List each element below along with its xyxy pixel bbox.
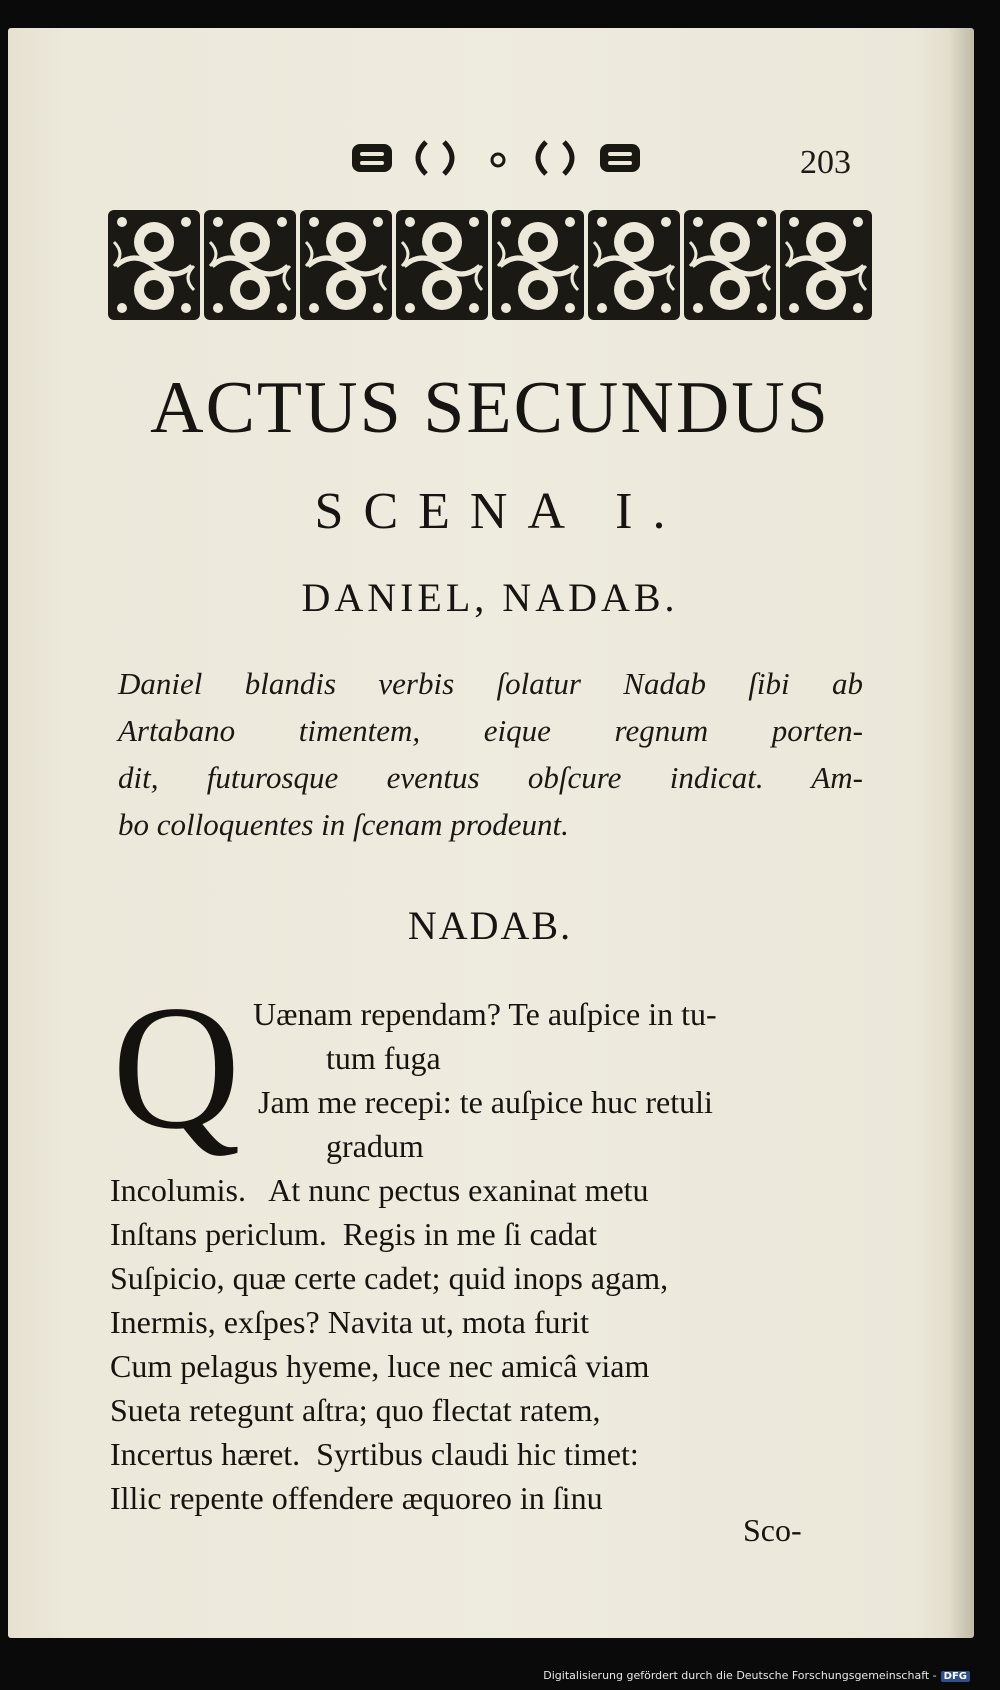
scene-title: SCENA I. (314, 483, 686, 540)
verse-line: tum fuga (326, 1040, 441, 1076)
verse-text (8, 28, 974, 1638)
dramatis-personae: DANIEL, NADAB. (301, 575, 679, 620)
act-title: ACTUS SECUNDUS (150, 367, 830, 449)
verse-line: Uænam rependam? Te auſpice in tu- (253, 996, 717, 1032)
verse-line: Illic repente offendere æquoreo in ſinu (110, 1480, 603, 1516)
verse-line: Jam me recepi: te auſpice huc retuli (258, 1084, 713, 1120)
verse-line: Cum pelagus hyeme, luce nec amicâ viam (110, 1348, 650, 1384)
verse-line: Sueta retegunt aſtra; quo flectat ratem, (110, 1392, 601, 1428)
verse-line: Inſtans periclum. Regis in me ſi cadat (110, 1216, 597, 1252)
verse-line: gradum (326, 1128, 424, 1164)
argument-line: dit, futurosque eventus obſcure indicat. Am- (118, 760, 863, 795)
verse-line: Suſpicio, quæ certe cadet; quid inops agam, (110, 1260, 669, 1296)
speaker-name: NADAB. (407, 903, 573, 948)
argument-line: Artabano timentem, eique regnum porten- (118, 713, 863, 748)
verse-line: Inermis, exſpes? Navita ut, mota furit (110, 1304, 589, 1340)
verse-line: Incolumis. At nunc pectus exaninat metu (110, 1172, 649, 1208)
digitization-credit (543, 1669, 970, 1682)
dfg-logo-badge: DFG (941, 1671, 970, 1682)
catchword: Sco- (743, 1512, 802, 1548)
verse-line: Incertus hæret. Syrtibus claudi hic timet: (110, 1436, 639, 1472)
argument-line: bo colloquentes in ſcenam prodeunt. (118, 807, 569, 842)
credit-text: Digitalisierung gefördert durch die Deutsche Forschungsgemeinschaft - (543, 1669, 937, 1682)
drop-cap: Q (112, 968, 241, 1166)
page-number: 203 (800, 144, 851, 181)
argument-line: Daniel blandis verbis ſolatur Nadab ſibi ab (118, 666, 863, 701)
book-page (8, 28, 974, 1638)
